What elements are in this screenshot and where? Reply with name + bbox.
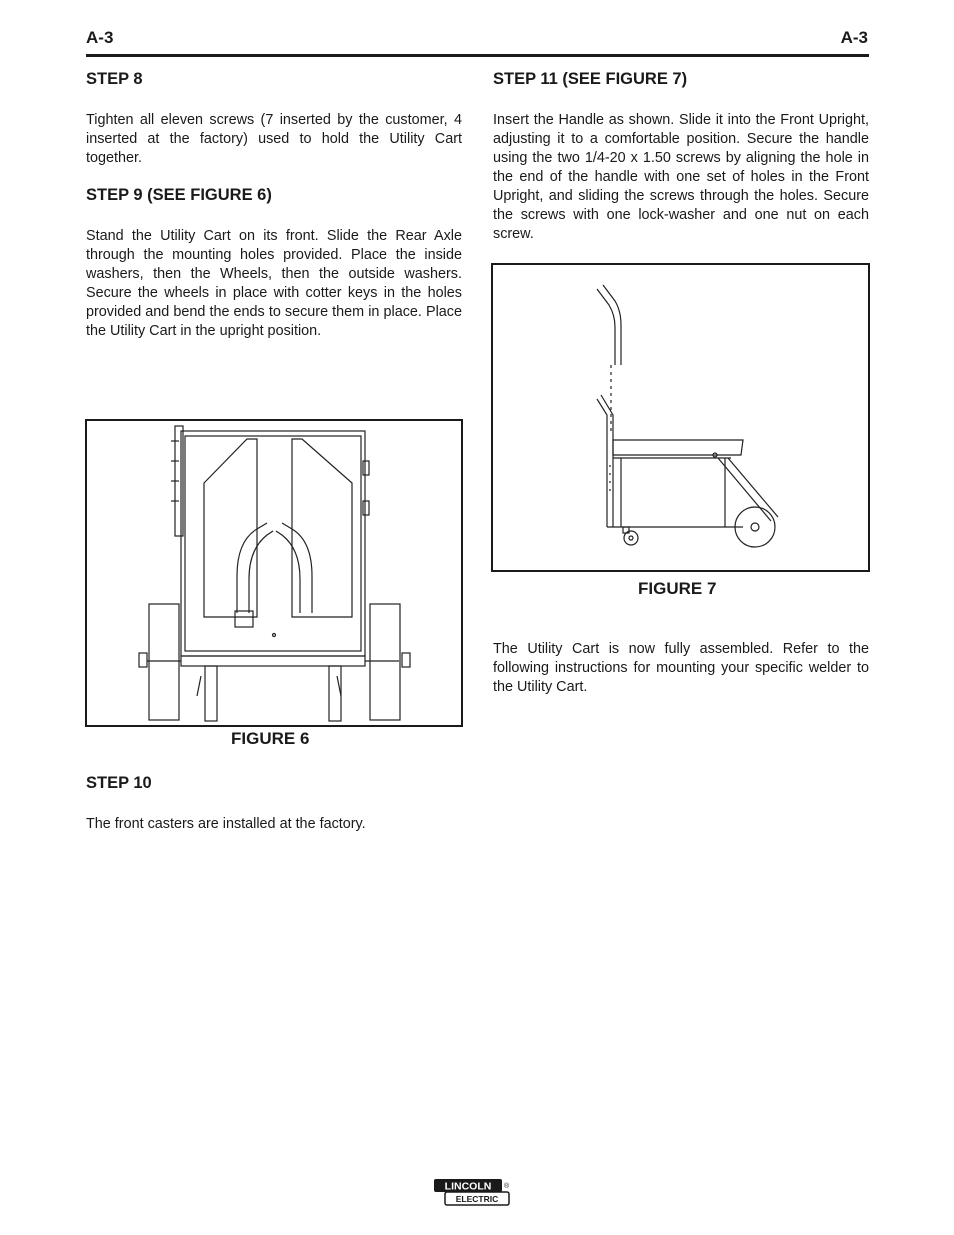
step10-text: The front casters are installed at the factory. bbox=[86, 816, 366, 832]
logo-registered-mark: ® bbox=[504, 1183, 510, 1190]
step8-heading: STEP 8 bbox=[86, 70, 143, 88]
header-rule bbox=[86, 54, 869, 57]
logo-line1: LINCOLN bbox=[444, 1180, 492, 1193]
figure6-illustration bbox=[87, 421, 461, 725]
step8-text: Tighten all eleven screws (7 inserted by the customer, 4 inserted at the factory) used to hold the Utility Cart together. bbox=[86, 112, 462, 166]
logo-line2: ELECTRIC bbox=[455, 1194, 499, 1204]
figure6-caption: FIGURE 6 bbox=[231, 729, 310, 748]
step11-heading: STEP 11 (SEE FIGURE 7) bbox=[493, 70, 688, 88]
figure7-box bbox=[491, 263, 870, 572]
step11-text: Insert the Handle as shown. Slide it into the Front Upright, adjusting it to a comfortable position. Secure the handle using the two 1/4-20 x 1.50 screws by aligning the hole in the end of the handle with one set of holes in the Front Upright, and sliding the screws through the holes. Secure the screws with one lock-washer and one nut on each screw. bbox=[493, 112, 869, 242]
step9-heading: STEP 9 (SEE FIGURE 6) bbox=[86, 186, 272, 204]
figure7-illustration bbox=[493, 265, 868, 570]
closing-text: The Utility Cart is now fully assembled. Refer to the following instructions for mounting your specific welder to the Utility Cart. bbox=[493, 641, 869, 695]
lincoln-electric-logo bbox=[433, 1178, 513, 1208]
step9-text: Stand the Utility Cart on its front. Slide the Rear Axle through the mounting holes provided. Place the inside washers, then the Wheels, then the outside washers. Secure the wheels in place with cotter keys in the holes provided and bend the ends to secure them in place. Place the Utility Cart in the upright position. bbox=[86, 228, 462, 339]
page-number-left: A-3 bbox=[86, 28, 114, 47]
figure7-caption: FIGURE 7 bbox=[638, 579, 717, 598]
figure6-box bbox=[85, 419, 463, 727]
page-number-right: A-3 bbox=[840, 28, 868, 47]
step10-heading: STEP 10 bbox=[86, 774, 152, 792]
